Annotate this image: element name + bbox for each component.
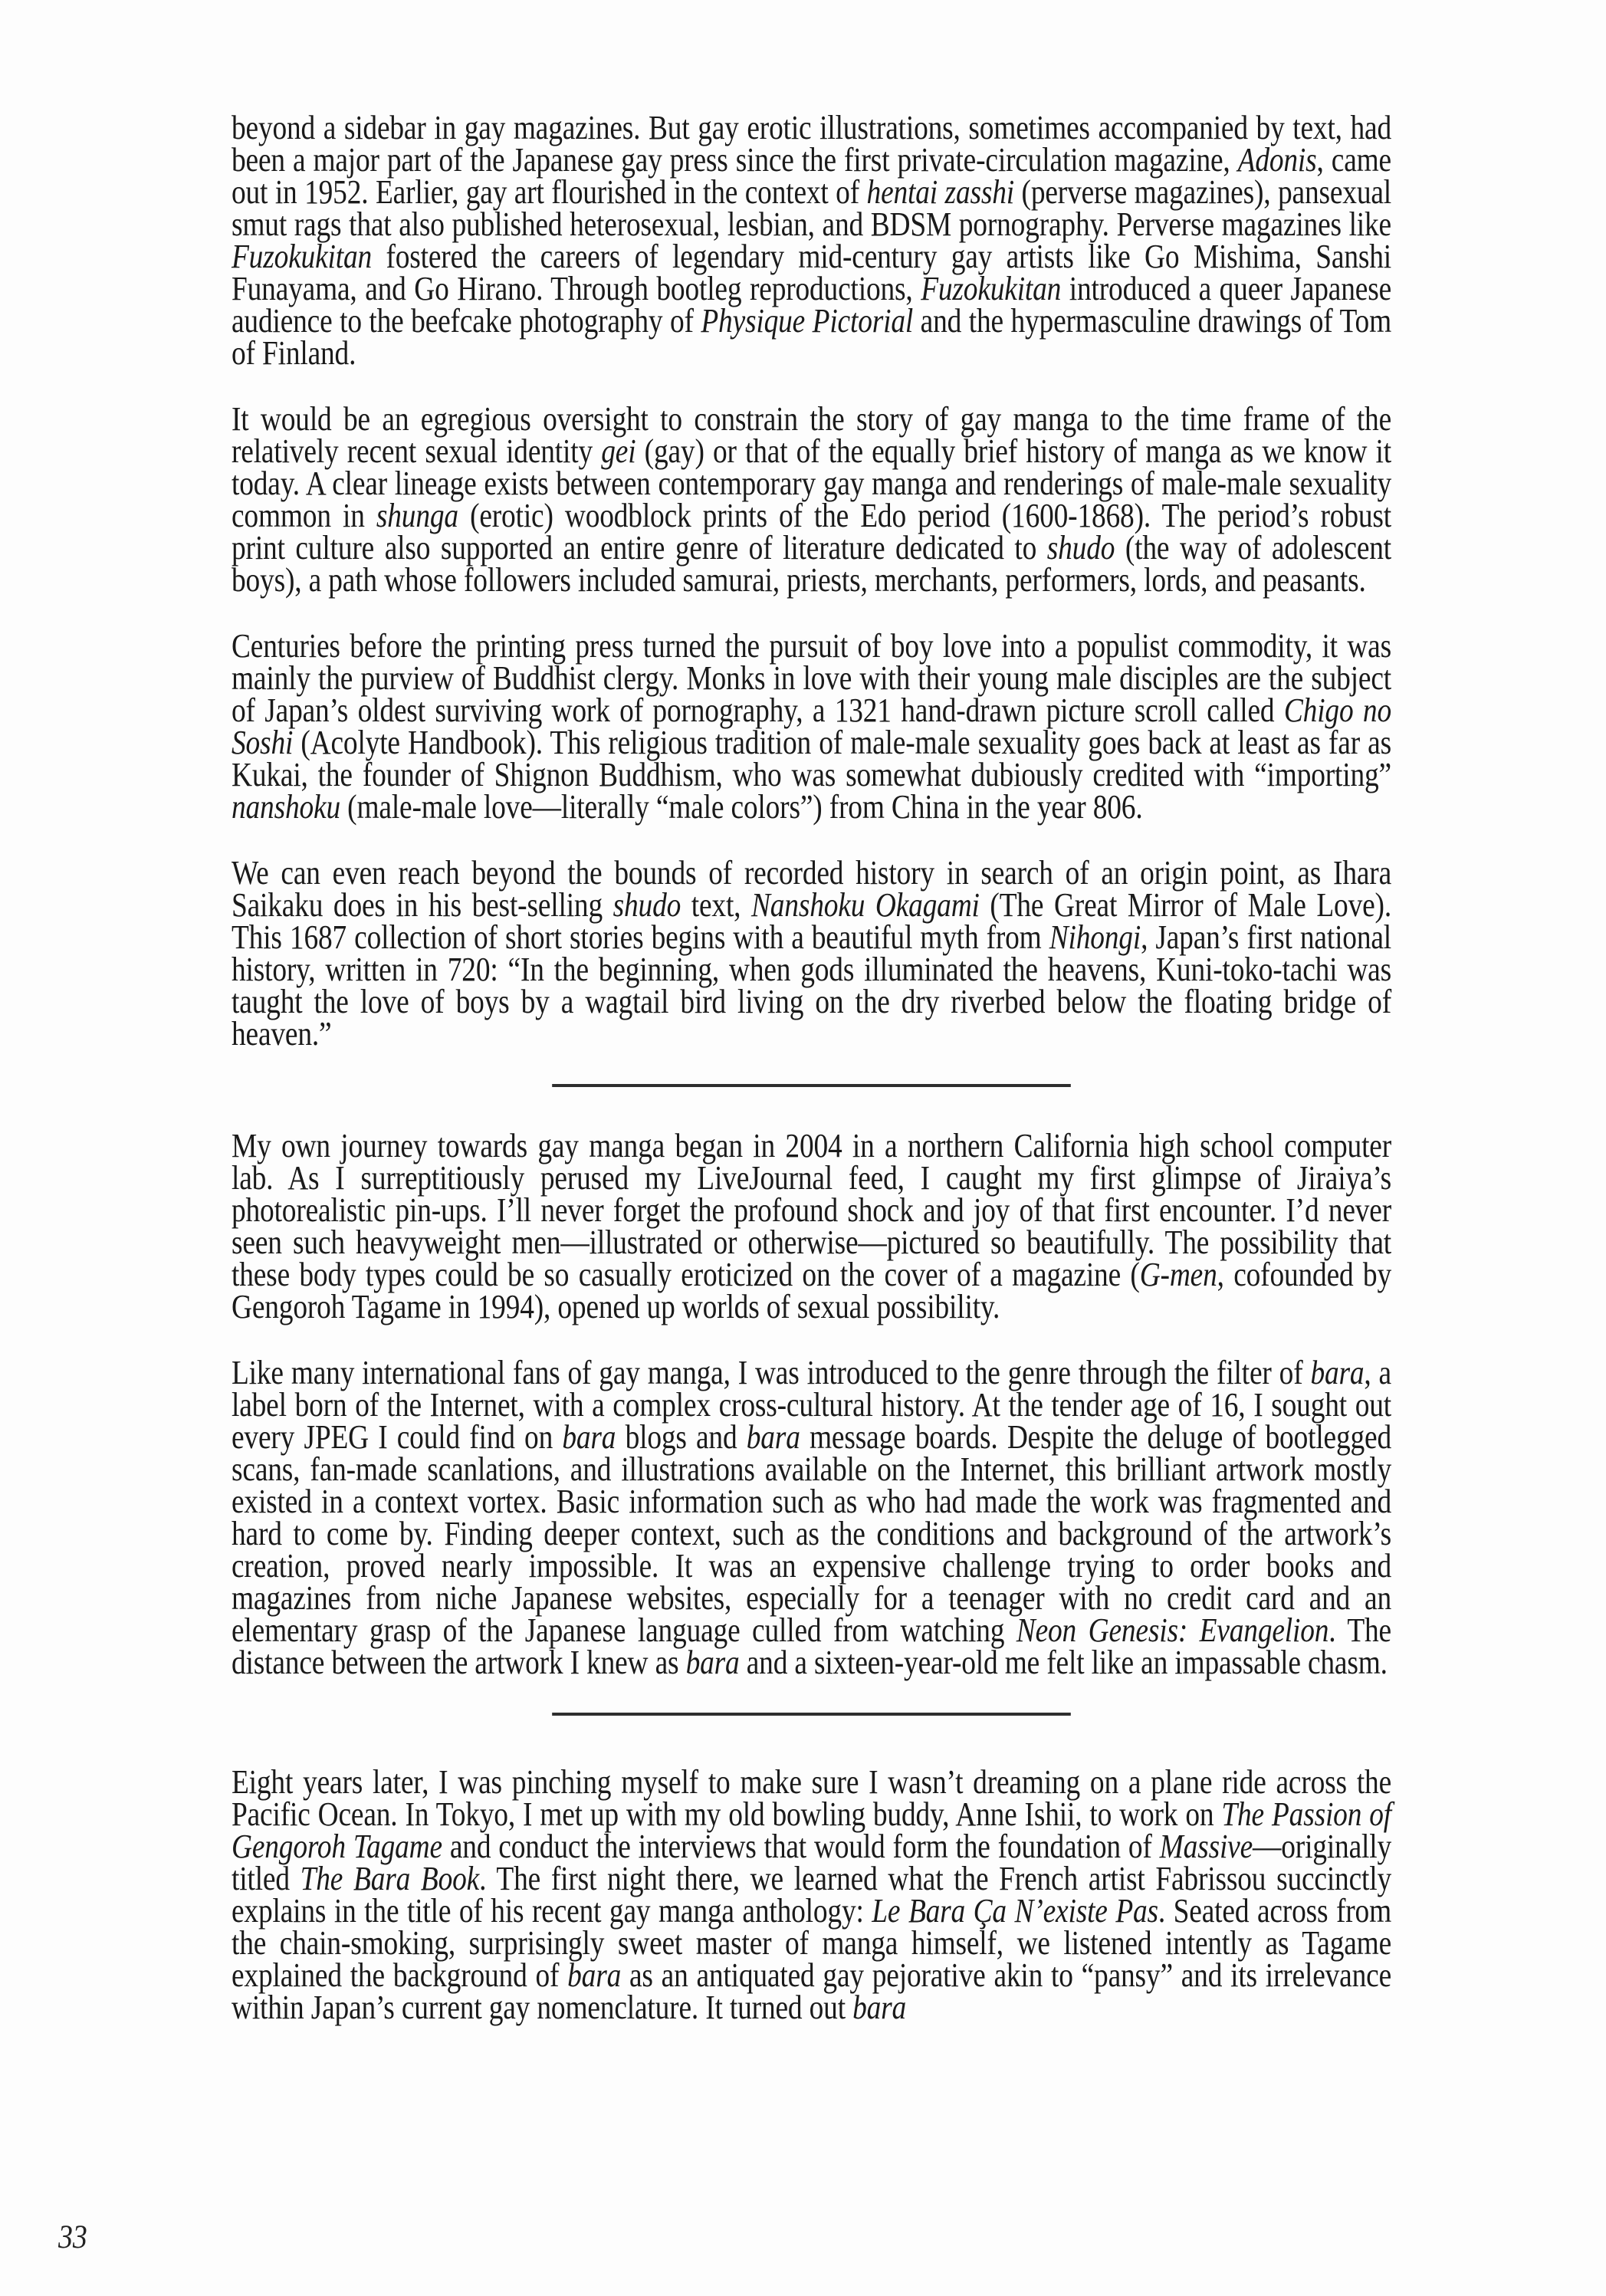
text-run: and the hypermasculine drawings of Tom of Finland.	[232, 302, 1391, 372]
paragraph	[232, 400, 1391, 599]
text-run: text,	[681, 886, 751, 924]
text-run: as an antiquated gay pejorative akin to “pansy” and its irrelevance within Japan’s current gay nomenclature. It turned out	[232, 1956, 1392, 2026]
italic-text-run: Fuzokukitan	[921, 270, 1062, 307]
italic-text-run: G-men	[1139, 1256, 1217, 1293]
text-run: , cofounded by Gengoroh Tagame in 1994), opened up worlds of sexual possibility.	[232, 1256, 1391, 1325]
italic-text-run: Neon Genesis: Evangelion	[1016, 1611, 1329, 1649]
italic-text-run: bara	[1310, 1354, 1365, 1391]
text-run: . The distance between the artwork I knew as	[232, 1611, 1391, 1681]
text-run: . Seated across from the chain-smoking, surprisingly sweet master of manga himself, we listened intently as Tagame explained the background of	[232, 1892, 1391, 1994]
text-run: (Acolyte Handbook). This religious tradition of male-male sexuality goes back at least as far as Kukai, the founder of Shignon Buddhism, who was somewhat dubiously credited with “importing”	[232, 724, 1392, 793]
italic-text-run: Adonis	[1237, 141, 1317, 179]
italic-text-run: Chigo no Soshi	[232, 691, 1391, 761]
text-run: (gay) or that of the equally brief history of manga as we know it today. A clear lineage exists between contemporary gay manga and renderings of male-male sexuality common in	[232, 432, 1391, 534]
italic-text-run: bara	[567, 1956, 622, 1994]
italic-text-run: bara	[685, 1644, 740, 1681]
italic-text-run: Nihongi	[1049, 918, 1141, 956]
paragraph	[232, 1763, 1392, 2026]
text-run: (erotic) woodblock prints of the Edo period (1600-1868). The period’s robust print culture also supported an entire genre of literature dedicated to	[232, 497, 1391, 567]
italic-text-run: The Bara Book	[300, 1860, 480, 1897]
italic-text-run: bara	[562, 1418, 616, 1456]
page-number: 33	[58, 2219, 87, 2255]
italic-text-run: Fuzokukitan	[232, 238, 373, 275]
italic-text-run: Nanshoku Okagami	[750, 886, 980, 924]
italic-text-run: nanshoku	[232, 788, 341, 826]
italic-text-run: Le Bara Ça N’existe Pas	[872, 1892, 1158, 1930]
text-run: and conduct the interviews that would form the foundation of	[442, 1828, 1160, 1865]
text-run: message boards. Despite the deluge of bootlegged scans, fan-made scanlations, and illustrations available on the Internet, this brilliant artwork mostly existed in a context vortex. Basic information such as who had made the work was fragmented and hard to come by. Finding deeper context, such as the conditions and background of the artwork’s creation, proved nearly impossible. It was an expensive challenge trying to order books and magazines from niche Japanese websites, especially for a teenager with no credit card and an elementary grasp of the Japanese language culled from watching	[232, 1418, 1392, 1649]
italic-text-run: hentai zasshi	[866, 173, 1014, 211]
italic-text-run: Physique Pictorial	[701, 302, 914, 340]
text-run: (The Great Mirror of Male Love). This 1687 collection of short stories begins with a beautiful myth from	[232, 886, 1391, 956]
text-run: and a sixteen-year-old me felt like an impassable chasm.	[739, 1644, 1388, 1681]
text-run: Eight years later, I was pinching myself to make sure I wasn’t dreaming on a plane ride across the Pacific Ocean. In Tokyo, I met up with my old bowling buddy, Anne Ishii, to work on	[232, 1763, 1391, 1833]
paragraph	[232, 1127, 1391, 1325]
italic-text-run: shudo	[1046, 529, 1115, 567]
paragraph	[232, 1354, 1392, 1681]
text-run: (perverse magazines), pansexual smut rags that also published heterosexual, lesbian, and BDSM pornography. Perverse magazines like	[232, 173, 1391, 243]
italic-text-run: bara	[852, 1989, 907, 2026]
text-run: . The first night there, we learned what the French artist Fabrissou succinctly explains in the title of his recent gay manga anthology:	[232, 1860, 1391, 1930]
text-run: (the way of adolescent boys), a path whose followers included samurai, priests, merchants, performers, lords, and peasants.	[232, 529, 1391, 599]
text-run: My own journey towards gay manga began in 2004 in a northern California high school computer lab. As I surreptitiously perused my LiveJournal feed, I caught my first glimpse of Jiraiya’s photorealistic pin-ups. I’ll never forget the profound shock and joy of that first encounter. I’d never seen such heavyweight men—illustrated or otherwise—pictured so beautifully. The possibility that these body types could be so casually eroticized on the cover of a magazine (	[232, 1127, 1391, 1293]
text-run: beyond a sidebar in gay magazines. But gay erotic illustrations, sometimes accompanied by text, had been a major part of the Japanese gay press since the first private-circulation magazine,	[232, 109, 1391, 179]
text-run: , came out in 1952. Earlier, gay art flourished in the context of	[232, 141, 1391, 211]
italic-text-run: The Passion of Gengoroh Tagame	[232, 1795, 1391, 1865]
text-run: We can even reach beyond the bounds of recorded history in search of an origin point, as Ihara Saikaku does in his best-selling	[232, 854, 1391, 924]
text-run: , a label born of the Internet, with a complex cross-cultural history. At the tender age of 16, I sought out every JPEG I could find on	[232, 1354, 1391, 1456]
italic-text-run: shunga	[376, 497, 458, 534]
text-run: It would be an egregious oversight to constrain the story of gay manga to the time frame of the relatively recent sexual identity	[232, 400, 1391, 470]
section-divider	[552, 1084, 1071, 1087]
text-run: Centuries before the printing press turned the pursuit of boy love into a populist commodity, it was mainly the purview of Buddhist clergy. Monks in love with their young male disciples are the subject of Japan’s oldest surviving work of pornography, a 1321 hand-drawn picture scroll called	[232, 627, 1391, 729]
paragraph	[232, 627, 1392, 826]
section-divider	[552, 1713, 1071, 1716]
text-run: (male-male love—literally “male colors”) from China in the year 806.	[340, 788, 1143, 826]
italic-text-run: shudo	[613, 886, 681, 924]
italic-text-run: Massive	[1159, 1828, 1253, 1865]
italic-text-run: bara	[746, 1418, 800, 1456]
paragraph	[232, 854, 1391, 1053]
text-run: Like many international fans of gay manga, I was introduced to the genre through the filter of	[232, 1354, 1311, 1391]
text-run: introduced a queer Japanese audience to the beefcake photography of	[232, 270, 1392, 340]
italic-text-run: gei	[601, 432, 636, 470]
text-run: , Japan’s first national history, written in 720: “In the beginning, when gods illuminated the heavens, Kuni-toko-tachi was taught the love of boys by a wagtail bird living on the dry riverbed below the floating bridge of heaven.”	[232, 918, 1391, 1053]
text-run: blogs and	[616, 1418, 747, 1456]
paragraph	[232, 109, 1392, 372]
text-run: —originally titled	[232, 1828, 1391, 1897]
text-column	[232, 109, 1392, 2026]
text-run: fostered the careers of legendary mid-century gay artists like Go Mishima, Sanshi Funayama, and Go Hirano. Through bootleg reproductions,	[232, 238, 1391, 307]
